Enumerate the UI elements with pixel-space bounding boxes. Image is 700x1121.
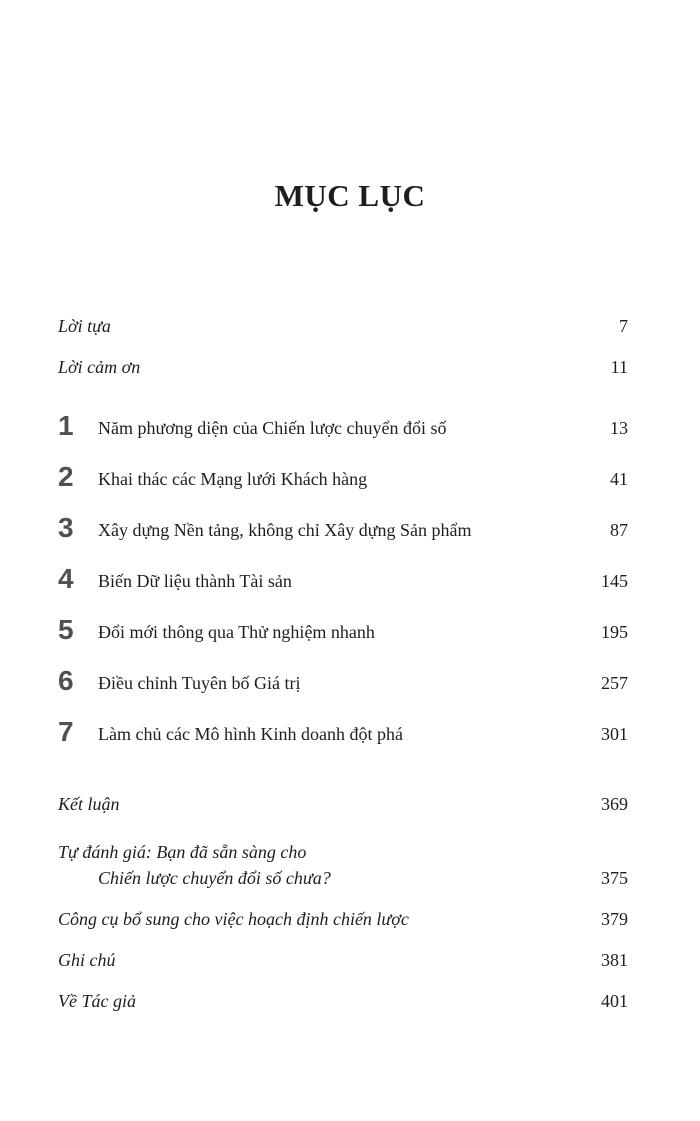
toc-entry-page: 257 <box>601 673 628 693</box>
toc-entry-tools <box>58 904 628 934</box>
toc-chapter-2 <box>58 461 628 494</box>
toc-entry-label-continued: Chiến lược chuyển đổi số chưa? <box>98 868 331 888</box>
toc-entry-label: Lời cảm ơn <box>58 357 141 377</box>
toc-entry-page: 41 <box>610 469 628 489</box>
chapter-title: Xây dựng Nền tảng, không chỉ Xây dựng Sản phẩm <box>98 520 472 540</box>
chapter-number: 1 <box>58 410 74 441</box>
toc-entry-label: Công cụ bổ sung cho việc hoạch định chiến lược <box>58 909 409 929</box>
toc-entry-label: Ghi chú <box>58 950 116 970</box>
toc-chapter-1 <box>58 410 628 443</box>
toc-entry-page: 13 <box>610 418 628 438</box>
toc-entry-conclusion <box>58 789 628 819</box>
toc-entry-page: 145 <box>601 571 628 591</box>
chapter-number: 3 <box>58 512 74 543</box>
page-title: MỤC LỤC <box>274 178 426 213</box>
toc-entry-page: 379 <box>601 909 628 929</box>
toc-entry-page: 11 <box>610 357 628 377</box>
toc-entry-page: 195 <box>601 622 628 642</box>
toc-entry-page: 381 <box>601 950 628 970</box>
toc-entry-label: Kết luận <box>58 794 120 814</box>
chapter-title: Khai thác các Mạng lưới Khách hàng <box>98 469 368 489</box>
toc-entry-preface <box>58 311 628 341</box>
chapter-number: 6 <box>58 665 74 696</box>
toc-entry-page: 369 <box>601 794 628 814</box>
chapter-title: Biến Dữ liệu thành Tài sản <box>98 571 292 591</box>
chapter-title: Điều chỉnh Tuyên bố Giá trị <box>98 673 301 693</box>
chapter-title: Làm chủ các Mô hình Kinh doanh đột phá <box>98 724 403 744</box>
chapter-number: 5 <box>58 614 74 645</box>
toc-entry-label: Tự đánh giá: Bạn đã sẵn sàng cho <box>58 842 307 862</box>
toc-entry-page: 7 <box>619 316 628 336</box>
toc-entry-self-assessment <box>58 837 628 893</box>
toc-entry-page: 301 <box>601 724 628 744</box>
toc-entry-acknowledgements <box>58 352 628 382</box>
toc-chapter-6 <box>58 665 628 698</box>
toc-chapter-4 <box>58 563 628 596</box>
toc-chapter-5 <box>58 614 628 647</box>
toc-entry-page: 375 <box>601 868 628 888</box>
toc-entry-label: Lời tựa <box>58 316 111 336</box>
chapter-title: Đổi mới thông qua Thử nghiệm nhanh <box>98 622 375 642</box>
toc-chapter-7 <box>58 716 628 749</box>
chapter-number: 7 <box>58 716 74 747</box>
toc-entry-about-author <box>58 986 628 1016</box>
chapter-title: Năm phương diện của Chiến lược chuyển đổi số <box>98 418 447 438</box>
toc-chapter-3 <box>58 512 628 545</box>
chapter-number: 4 <box>58 563 74 594</box>
toc-entry-page: 87 <box>610 520 628 540</box>
toc-entry-notes <box>58 945 628 975</box>
toc-entry-label: Về Tác giả <box>58 991 136 1011</box>
chapter-number: 2 <box>58 461 74 492</box>
toc-entry-page: 401 <box>601 991 628 1011</box>
